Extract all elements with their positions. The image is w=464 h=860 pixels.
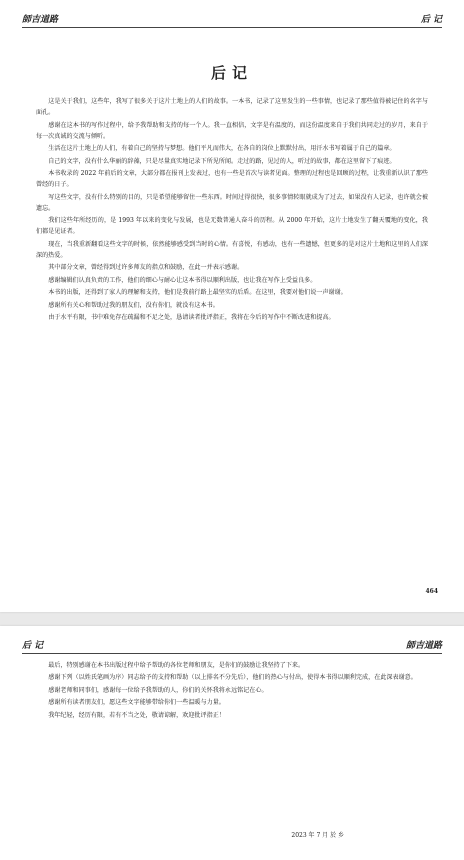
page-number: 464 [425,588,438,595]
body-text [36,660,428,722]
paragraph: 最后，特别感谢在本书出版过程中给予帮助的各位老师和朋友，是你们的鼓励让我坚持了下来。 [48,662,305,669]
header-right: 師吉道路 [405,641,442,651]
signature-date: 2023 年 7 月 於 乡 [291,832,344,839]
body-text [36,96,428,324]
paragraph: 感谢老师和同事们，感谢每一位给予我帮助的人，你们的关怀我将永远铭记在心。 [48,686,268,694]
paragraph: 生活在这片土地上的人们，有着自己的坚持与梦想。他们平凡而伟大，在各自的岗位上默默付出，用汗水书写着属于自己的篇章。 [48,145,396,153]
paragraph: 本书收录的 2022 年前后的文章，大部分都在报刊上发表过，也有一些是首次与读者见面。整理的过程也是回顾的过程，让我重新认识了那些曾经的日子。 [36,169,428,189]
header-left: 后 记 [22,641,44,651]
running-header [22,12,442,28]
paragraph: 其中部分文章，曾经得到过许多师友的指点和鼓励，在此一并表示感谢。 [48,264,244,272]
paragraph: 感谢编辑们认真负责的工作，他们的细心与耐心让这本书得以顺利出版，也让我在写作上受益良多。 [48,276,317,284]
paragraph: 感谢在这本书的写作过程中，给予我帮助和支持的每一个人。我一直相信，文字是有温度的，而这份温度来自于我们共同走过的岁月，来自于每一次真诚的交流与倾听。 [36,121,428,140]
header-rule [22,27,442,28]
paragraph: 本书的出版，还得到了家人的理解和支持，他们是我前行路上最坚实的后盾。在这里，我要对他们说一声谢谢。 [48,289,347,297]
paragraph: 我们这些年所经历的，是 1993 年以来的变化与发展，也是无数普通人奋斗的历程。从 2000 年开始，这片土地发生了翻天覆地的变化，我们都是见证者。 [36,217,428,236]
paragraph: 这是关于我们，这些年，我写了很多关于这片土地上的人们的故事。一本书，记录了这里发生的一些事情，也记录了那些值得被记住的名字与面孔。 [36,98,428,117]
paragraph: 感谢所有读者朋友们，愿这些文字能够带给你们一些温暖与力量。 [48,699,225,707]
header-rule [22,653,442,654]
paragraph: 现在，当我重新翻看这些文字的时候，依然能够感受到当时的心情。有喜悦，有感动，也有一些遗憾，但更多的是对这片土地和这里的人们深深的热爱。 [36,240,428,259]
header-left: 師吉道路 [22,15,59,25]
running-header [22,638,442,654]
page-title: 后记 [210,64,253,82]
page-two [0,626,464,860]
paragraph: 感谢下列（以姓氏笔画为序）同志给予的支持和帮助（以上排名不分先后），他们的热心与付出，使得本书得以顺利完成，在此深表谢意。 [48,674,417,682]
paragraph: 感谢所有关心和帮助过我的朋友们，没有你们，就没有这本书。 [48,301,219,309]
paragraph: 写这些文字，没有什么特别的目的，只是希望能够留住一些东西。时间过得很快，很多事情转眼就成为了过去，如果没有人记录，也许就会被遗忘。 [36,193,428,212]
paragraph: 我年纪轻，经历有限，若有不当之处，敬请谅解，欢迎批评指正！ [48,711,225,719]
header-right: 后 记 [420,15,442,25]
paragraph: 由于水平有限，书中难免存在疏漏和不足之处，恳请读者批评指正，我将在今后的写作中不断改进和提高。 [48,313,335,321]
paragraph: 自己的文字，没有什么华丽的辞藻，只是尽量真实地记录下所见所闻。走过的路，见过的人，听过的故事，都在这里留下了痕迹。 [48,157,396,165]
